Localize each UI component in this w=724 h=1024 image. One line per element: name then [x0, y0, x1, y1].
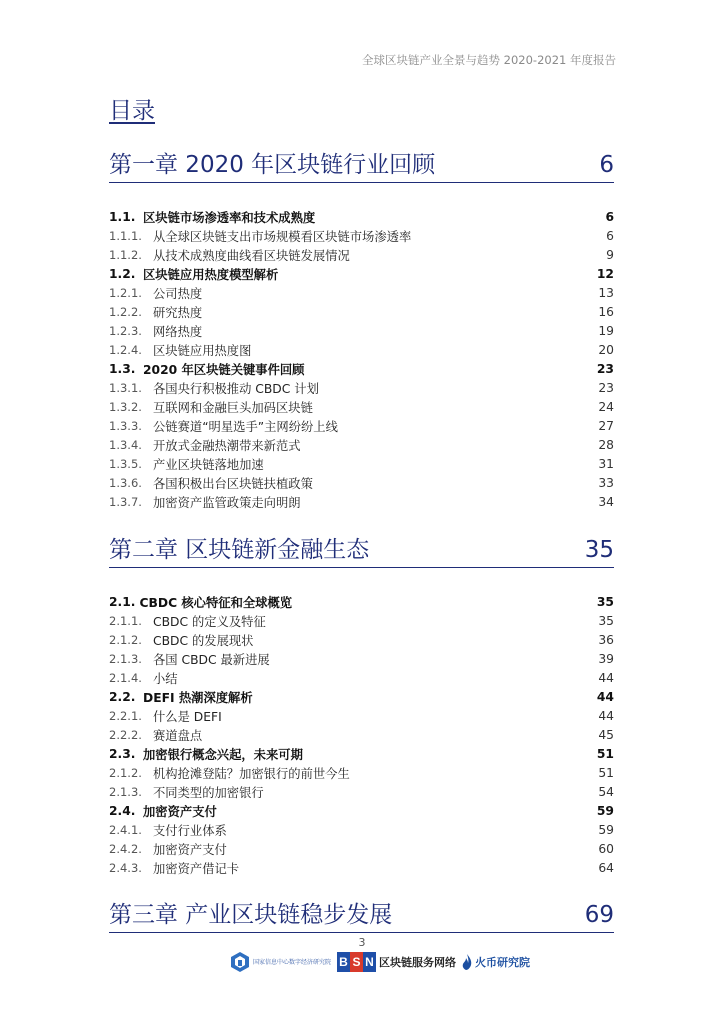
toc-entry-number: 1.2.1.: [109, 285, 142, 300]
bsn-text: 区块链服务网络: [379, 956, 456, 969]
flame-icon: [462, 954, 472, 970]
toc-section-entry[interactable]: [109, 359, 614, 378]
toc-subsection-entry[interactable]: [109, 340, 614, 359]
toc-entry-number: 1.3.5.: [109, 456, 142, 471]
toc-subsection-entry[interactable]: [109, 782, 614, 801]
toc-entry-title: 开放式金融热潮带来新范式: [153, 438, 301, 453]
toc-entry-title: 加密资产借记卡: [153, 861, 240, 876]
toc-subsection-entry[interactable]: [109, 649, 614, 668]
toc-entry-page: 54: [598, 784, 614, 799]
toc-entry-number: 2.1.2.: [109, 765, 142, 780]
toc-entry-number: 1.3.3.: [109, 418, 142, 433]
toc-subsection-entry[interactable]: [109, 245, 614, 264]
toc-entry-title: 小结: [153, 671, 178, 686]
toc-subsection-entry[interactable]: [109, 321, 614, 340]
chapter-page: 35: [584, 537, 614, 563]
toc-section-entry[interactable]: [109, 592, 614, 611]
toc-entry-page: 64: [598, 860, 614, 875]
toc-entry-number: 2.1.4.: [109, 670, 142, 685]
toc-entry-title: 从全球区块链支出市场规模看区块链市场渗透率: [153, 229, 412, 244]
toc-entry-number: 2.1.3.: [109, 784, 142, 799]
toc-entry-title: 研究热度: [153, 305, 203, 320]
toc-entry-number: 1.2.: [109, 266, 136, 281]
page-number: 3: [358, 936, 366, 949]
toc-entry-page: 39: [598, 651, 614, 666]
toc-entry-number: 2.1.: [109, 594, 136, 609]
toc-entry-title: CBDC 的发展现状: [153, 633, 254, 648]
toc-entry-number: 1.3.6.: [109, 475, 142, 490]
toc-entry-page: 35: [596, 594, 614, 609]
toc-entry-title: 各国 CBDC 最新进展: [153, 652, 270, 667]
toc-entry-page: 28: [598, 437, 614, 452]
toc-entry-title: 产业区块链落地加速: [153, 457, 264, 472]
sic-logo-text: 国家信息中心数字经济研究院: [253, 958, 332, 966]
toc-entry-title: 各国央行积极推动 CBDC 计划: [153, 381, 319, 396]
toc-subsection-entry[interactable]: [109, 283, 614, 302]
toc-entry-title: 各国积极出台区块链扶植政策: [153, 476, 313, 491]
toc-entry-page: 20: [598, 342, 614, 357]
toc-entry-page: 19: [598, 323, 614, 338]
toc-entry-number: 2.4.2.: [109, 841, 142, 856]
toc-entry-title: 互联网和金融巨头加码区块链: [153, 400, 313, 415]
toc-subsection-entry[interactable]: [109, 820, 614, 839]
toc-entry-title: 网络热度: [153, 324, 203, 339]
chapter-title: 第二章 区块链新金融生态: [109, 537, 370, 563]
toc-entry-number: 1.1.1.: [109, 228, 142, 243]
toc-subsection-entry[interactable]: [109, 454, 614, 473]
chapter-1-heading[interactable]: [109, 150, 614, 183]
toc-entry-title: 公链赛道“明星选手”主网纷纷上线: [153, 419, 338, 434]
toc-entry-title: 2020 年区块链关键事件回顾: [143, 362, 305, 377]
toc-entry-title: 公司热度: [153, 286, 203, 301]
chapter-2-heading[interactable]: [109, 535, 614, 568]
toc-entry-title: 加密资产监管政策走向明朗: [153, 495, 301, 510]
bsn-letter: N: [363, 952, 376, 972]
toc-entry-page: 13: [598, 285, 614, 300]
toc-entry-page: 24: [598, 399, 614, 414]
chapter-title: 第三章 产业区块链稳步发展: [109, 902, 393, 928]
toc-entry-page: 23: [596, 361, 614, 376]
toc-entry-title: 什么是 DEFI: [153, 709, 222, 724]
toc-entry-page: 33: [598, 475, 614, 490]
toc-subsection-entry[interactable]: [109, 226, 614, 245]
toc-entry-title: 从技术成熟度曲线看区块链发展情况: [153, 248, 350, 263]
bsn-letter: B: [337, 952, 350, 972]
toc-entry-title: 赛道盘点: [153, 728, 203, 743]
sic-logo-icon: [230, 951, 250, 973]
toc-entry-page: 6: [606, 228, 614, 243]
toc-subsection-entry[interactable]: [109, 611, 614, 630]
toc-entry-number: 1.1.2.: [109, 247, 142, 262]
toc-entry-number: 1.3.: [109, 361, 136, 376]
toc-entry-page: 23: [598, 380, 614, 395]
toc-entry-page: 59: [596, 803, 614, 818]
toc-entry-page: 44: [598, 670, 614, 685]
toc-entry-number: 2.4.3.: [109, 860, 142, 875]
toc-entry-title: 不同类型的加密银行: [153, 785, 264, 800]
toc-entry-number: 2.4.1.: [109, 822, 142, 837]
toc-entry-number: 1.3.4.: [109, 437, 142, 452]
toc-subsection-entry[interactable]: [109, 668, 614, 687]
toc-entry-page: 6: [605, 209, 614, 224]
toc-entry-number: 2.2.2.: [109, 727, 142, 742]
toc-entry-title: CBDC 核心特征和全球概览: [139, 595, 293, 610]
toc-section-entry[interactable]: [109, 207, 614, 226]
bsn-mark: [337, 952, 376, 972]
toc-entry-title: 机构抢滩登陆？加密银行的前世今生: [153, 766, 350, 781]
toc-subsection-entry[interactable]: [109, 725, 614, 744]
toc-entry-page: 12: [596, 266, 614, 281]
sic-logo: [230, 951, 331, 973]
toc-entry-number: 1.2.2.: [109, 304, 142, 319]
toc-entry-number: 2.1.3.: [109, 651, 142, 666]
toc-subsection-entry[interactable]: [109, 473, 614, 492]
toc-entry-title: CBDC 的定义及特征: [153, 614, 266, 629]
chapter-1-entries: [109, 207, 614, 511]
toc-entry-page: 27: [598, 418, 614, 433]
toc-entry-title: 区块链应用热度模型解析: [143, 267, 279, 282]
chapter-title: 第一章 2020 年区块链行业回顾: [109, 152, 436, 178]
chapter-2-entries: [109, 592, 614, 877]
toc-entry-number: 1.2.4.: [109, 342, 142, 357]
toc-entry-title: 区块链市场渗透率和技术成熟度: [143, 210, 316, 225]
toc-entry-number: 1.2.3.: [109, 323, 142, 338]
footer-logos: [230, 950, 530, 974]
toc-entry-number: 2.4.: [109, 803, 136, 818]
toc-entry-page: 45: [598, 727, 614, 742]
toc-subsection-entry[interactable]: [109, 706, 614, 725]
toc-entry-number: 1.3.7.: [109, 494, 142, 509]
toc-subsection-entry[interactable]: [109, 763, 614, 782]
toc-entry-title: 区块链应用热度图: [153, 343, 252, 358]
toc-entry-page: 34: [598, 494, 614, 509]
toc-section-entry[interactable]: [109, 687, 614, 706]
huobi-logo: [462, 954, 530, 970]
chapter-page: 6: [599, 152, 614, 178]
toc-entry-number: 1.3.2.: [109, 399, 142, 414]
toc-section-entry[interactable]: [109, 264, 614, 283]
toc-subsection-entry[interactable]: [109, 397, 614, 416]
toc-subsection-entry[interactable]: [109, 492, 614, 511]
toc-entry-title: 支付行业体系: [153, 823, 227, 838]
toc-subsection-entry[interactable]: [109, 302, 614, 321]
toc-entry-page: 35: [598, 613, 614, 628]
toc-entry-page: 9: [606, 247, 614, 262]
bsn-letter: S: [350, 952, 363, 972]
toc-entry-number: 2.1.1.: [109, 613, 142, 628]
toc-subsection-entry[interactable]: [109, 416, 614, 435]
toc-section-entry[interactable]: [109, 801, 614, 820]
running-header: 全球区块链产业全景与趋势 2020-2021 年度报告: [362, 53, 616, 67]
bsn-logo: [337, 952, 456, 972]
toc-entry-page: 36: [598, 632, 614, 647]
huobi-text: 火币研究院: [475, 956, 530, 969]
toc-entry-number: 2.2.1.: [109, 708, 142, 723]
toc-entry-title: 加密资产支付: [143, 804, 217, 819]
toc-subsection-entry[interactable]: [109, 378, 614, 397]
toc-entry-page: 59: [598, 822, 614, 837]
toc-entry-page: 60: [598, 841, 614, 856]
toc-entry-page: 16: [598, 304, 614, 319]
toc-entry-page: 51: [598, 765, 614, 780]
toc-subsection-entry[interactable]: [109, 435, 614, 454]
toc-entry-title: 加密资产支付: [153, 842, 227, 857]
toc-entry-page: 44: [596, 689, 614, 704]
toc-entry-number: 2.3.: [109, 746, 136, 761]
toc-entry-number: 2.1.2.: [109, 632, 142, 647]
toc-subsection-entry[interactable]: [109, 630, 614, 649]
toc-entry-title: DEFI 热潮深度解析: [143, 690, 253, 705]
toc-section-entry[interactable]: [109, 744, 614, 763]
chapter-3-heading[interactable]: [109, 900, 614, 933]
toc-entry-page: 31: [598, 456, 614, 471]
toc-subsection-entry[interactable]: [109, 858, 614, 877]
toc-subsection-entry[interactable]: [109, 839, 614, 858]
chapter-page: 69: [584, 902, 614, 928]
toc-entry-page: 44: [598, 708, 614, 723]
toc-entry-title: 加密银行概念兴起，未来可期: [143, 747, 303, 762]
toc-entry-number: 1.3.1.: [109, 380, 142, 395]
toc-entry-number: 2.2.: [109, 689, 136, 704]
toc-entry-page: 51: [596, 746, 614, 761]
toc-title: 目录: [109, 98, 155, 124]
toc-entry-number: 1.1.: [109, 209, 136, 224]
